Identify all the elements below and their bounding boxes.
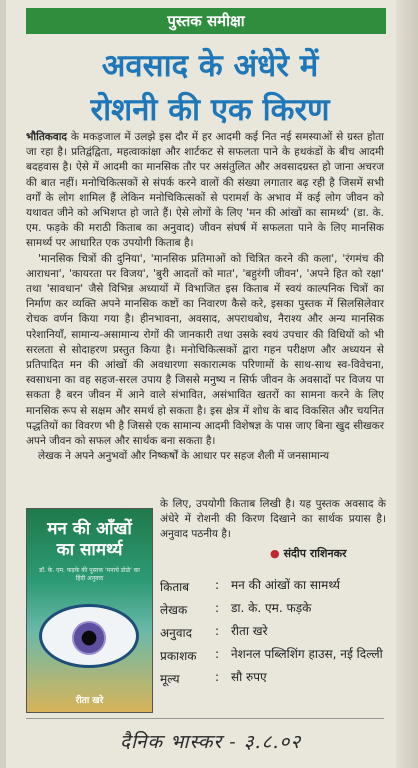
book-cover-title-line-2: का सामर्थ्य [56, 540, 123, 560]
paragraph-1-text: के मकड़जाल में उलझे इस दौर में हर आदमी कई नित नई समस्याओं से ग्रस्त होता जा रहा है। प्रतिद्वंद्विता, महत्वाकांक्षा और शार्टकट से सफलता पाने के हथकंडों के बीच आदमी बदहवास है। ऐसे में आदमी का मानसिक तौर पर असंतुलित और अवसादग्रस्त हो जाना अचरज की बात नहीं। मनोचिकित्सकों से संपर्क करने वालों की संख्या लगातार बढ़ रही है जिसमें सभी वर्गों के लोग शामिल हैं लेकिन मनोचिकित्सकों से परामर्श के अभाव में कई लोग जीवन को यथावत जीने को अभिशप्त हो जाते हैं। ऐसे लोगों के लिए 'मन की आंखों का सामर्थ्य' (डा. के. एम. फड़के की मराठी किताब का अनुवाद) जीवन संघर्ष में सफलता पाने के लिए मानसिक सामर्थ्य पर आधारित एक उपयोगी किताब है। [26, 131, 384, 250]
detail-value: सौ रुपए [231, 670, 267, 684]
paragraph-3-rest: के लिए, उपयोगी किताब लिखी है। यह पुस्तक अवसाद के अंधेरे में रोशनी की किरण दिखाने का सार्थक प्रयास है। अनुवाद पठनीय है। [160, 498, 386, 541]
book-cover-image [26, 508, 153, 713]
detail-label: अनुवाद [160, 626, 192, 640]
iris-icon [72, 621, 106, 655]
article-body [26, 130, 384, 464]
book-cover-subtitle: डॉ. के. एम. फड़के की पुस्तक 'मनाचे डोळे' का हिंदी अनुवाद [39, 567, 140, 582]
paper-edge-right [396, 0, 418, 768]
detail-value: रीता खरे [231, 624, 268, 638]
detail-label: मूल्य [160, 672, 180, 686]
paragraph-2: 'मानसिक चित्रों की दुनिया', 'मानसिक प्रतिमाओं को चित्रित करने की कला', 'रंगमंच की आराधना', 'कायरता पर विजय', 'बुरी आदतों को मात', 'बहुरंगी जीवन', 'अपने हित को रक्षा' तथा 'सावधान' जैसे विभिन्न अध्यायों में विभाजित इस किताब में स्वयं काल्पनिक चित्रों का निर्माण कर व्यक्ति अपने मानसिक कष्टों का निवारण कैसे करे, इसका पुस्तक में सिलसिलेवार रोचक वर्णन किया गया है। हीनभावना, अवसाद, अपराधबोध, नैराश्य और अन्य मानसिक परेशानियाँ, सामान्य-असामान्य रोगों की जानकारी तथा उसके स्वयं उपचार की विधियों को भी सरलता से सोदाहरण प्रस्तुत किया है। मनोचिकित्सकों द्वारा गहन परीक्षण और अध्ययन से प्रतिपादित मन की आंखों की अवधारणा सकारात्मक परिणामों के साथ-साथ स्व-विवेचना, स्वसाधना का वह सहज-सरल उपाय है जिससे मनुष्य न सिर्फ जीवन के अवसादों पर विजय पा सकता है बरन जीवन में आने वाले संभावित, असंभावित खतरों का सामना करने के लिए मानसिक रूप से सक्षम और समर्थ हो सकता है। इस क्षेत्र में शोध के बाद विकसित और चयनित पद्धतियों का विवरण भी है जिससे एक सामान्य आदमी विशेषज्ञ के पास जाए बिना खुद सीखकर अपने जीवन को सफल और सार्थक बना सकता है। [26, 252, 384, 448]
detail-label: किताब [160, 580, 190, 594]
detail-value: मन की आंखों का सामर्थ्य [231, 578, 340, 592]
detail-value: नेशनल पब्लिशिंग हाउस, नई दिल्ली [231, 647, 383, 661]
book-cover-title-line-1: मन की आँखों [47, 519, 132, 539]
detail-label: प्रकाशक [160, 649, 197, 663]
detail-value: डा. के. एम. फड़के [231, 601, 312, 615]
bullet-icon: ● [270, 547, 280, 560]
headline-line-2: रोशनी की एक किरण [90, 92, 330, 128]
byline [270, 546, 347, 561]
footer-divider [26, 718, 384, 719]
paragraph-1 [26, 130, 384, 252]
detail-row: किताब : मन की आंखों का सामर्थ्य [160, 578, 386, 595]
book-cover-author: रीता खरे [75, 696, 104, 706]
book-cover-title [33, 519, 146, 561]
paper-edge-left [0, 0, 6, 768]
paragraph-3-start: लेखक ने अपने अनुभवों और निष्कर्षों के आधार पर सहज शैली में जनसामान्य [38, 450, 330, 463]
detail-row: अनुवाद : रीता खरे [160, 624, 386, 641]
detail-row: प्रकाशक : नेशनल पब्लिशिंग हाउस, नई दिल्ली [160, 647, 386, 664]
handwritten-source-note: दैनिक भास्कर - ३.८.०२ [120, 731, 302, 753]
eye-icon [39, 604, 139, 668]
article-headline [40, 44, 380, 132]
book-details [160, 578, 386, 693]
byline-name: संदीप राशिनकर [283, 547, 347, 560]
detail-label: लेखक [160, 603, 188, 617]
detail-row: लेखक : डा. के. एम. फड़के [160, 601, 386, 618]
headline-line-1: अवसाद के अंधेरे में [101, 48, 319, 84]
detail-row: मूल्य : सौ रुपए [160, 670, 386, 687]
kicker-word: भौतिकवाद [26, 131, 68, 143]
section-heading: पुस्तक समीक्षा [26, 8, 386, 34]
